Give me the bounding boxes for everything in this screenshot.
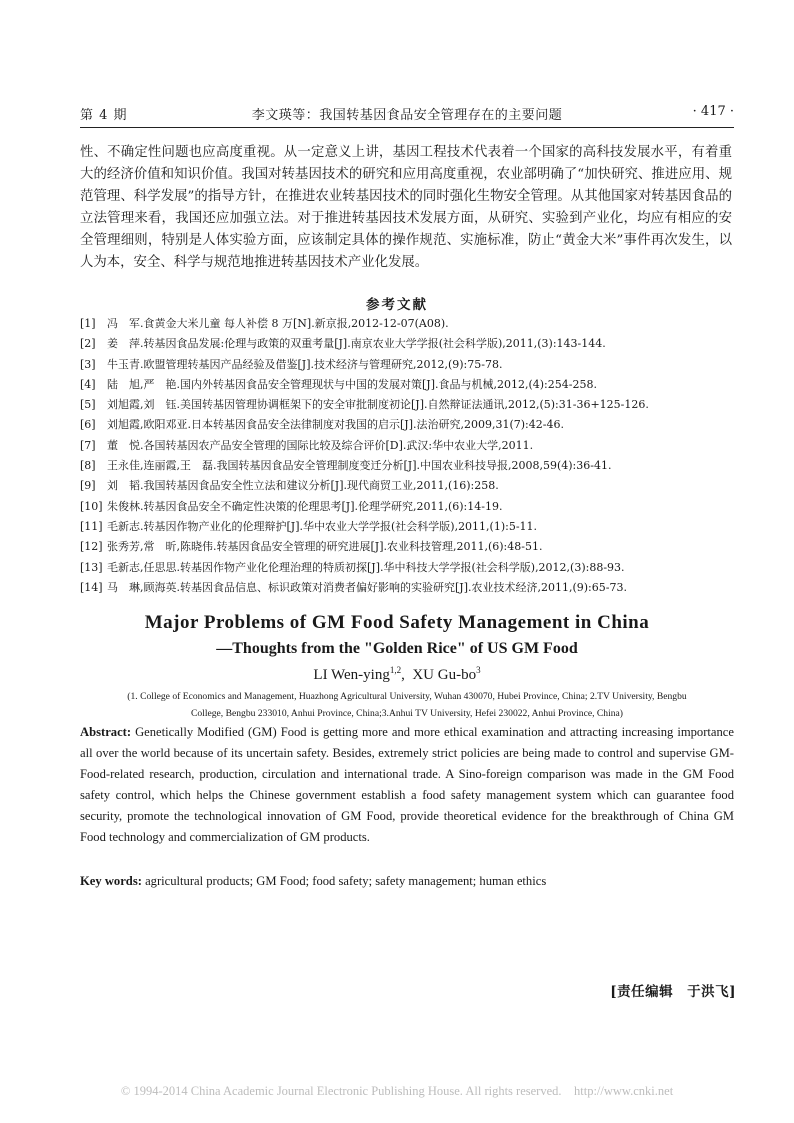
english-affiliations <box>120 688 694 722</box>
author-name: XU Gu-bo <box>412 667 477 683</box>
reference-text: 王永佳,连丽霞,王 磊.我国转基因食品安全管理制度变迁分析[J].中国农业科技导报,2008,59(4):36-41. <box>107 459 612 473</box>
responsible-editor: [责任编辑 于洪飞] <box>610 984 736 1000</box>
reference-item <box>80 558 734 578</box>
reference-number: [14] <box>80 580 103 594</box>
running-header <box>80 104 734 124</box>
reference-number: [11] <box>80 519 103 533</box>
keywords-text: agricultural products; GM Food; food safety; safety management; human ethics <box>141 874 547 888</box>
english-subtitle: —Thoughts from the "Golden Rice" of US GM Food <box>216 640 578 657</box>
reference-text: 刘旭霞,刘 钰.美国转基因管理协调框架下的安全审批制度初论[J].自然辩证法通讯,2012,(5):31-36+125-126. <box>107 398 649 412</box>
reference-number: [6] <box>80 418 96 432</box>
english-title: Major Problems of GM Food Safety Management in China <box>144 612 650 633</box>
reference-item <box>80 517 734 537</box>
reference-text: 董 悦.各国转基因农产品安全管理的国际比较及综合评价[D].武汉:华中农业大学,2011. <box>107 438 534 452</box>
page-number: · 417 · <box>692 104 734 119</box>
reference-list <box>80 314 734 598</box>
reference-item <box>80 375 734 395</box>
author-affiliation-mark: 1,2 <box>389 665 402 675</box>
reference-item <box>80 476 734 496</box>
reference-text: 冯 军.食黄金大米儿童 每人补偿 8 万[N].新京报,2012-12-07(A08). <box>107 317 449 330</box>
running-title: 李文瑛等：我国转基因食品安全管理存在的主要问题 <box>251 108 563 123</box>
english-abstract <box>80 722 734 848</box>
author-separator: , <box>401 667 413 683</box>
reference-text: 朱俊林.转基因食品安全不确定性决策的伦理思考[J].伦理学研究,2011,(6):14-19. <box>107 499 503 513</box>
abstract-label: Abstract: <box>80 725 132 739</box>
reference-number: [9] <box>80 479 96 493</box>
reference-number: [7] <box>80 438 96 452</box>
author-name: LI Wen-ying <box>313 667 390 683</box>
reference-item <box>80 415 734 435</box>
reference-text: 牛玉青.欧盟管理转基因产品经验及借鉴[J].技术经济与管理研究,2012,(9):75-78. <box>107 357 503 371</box>
reference-number: [8] <box>80 459 96 473</box>
references-heading: 参考文献 <box>366 297 428 313</box>
reference-number: [5] <box>80 398 96 412</box>
reference-item <box>80 395 734 415</box>
reference-number: [12] <box>80 540 103 554</box>
abstract-text: Genetically Modified (GM) Food is getting more and more ethical examination and attracting increasing importance all over the world because of its uncertain safety. Besides, extremely strict policies are being made to control and supervise GM-Food-related research, production, circulation and international trade. A Sino-foreign comparison was made in the GM Food safety control, which helps the Chinese government establish a food safety management system which can guarantee food security, promote the technological innovation of GM Food, provide theoretical evidence for the breakthrough of China GM Food technology and commercialization of GM products. <box>80 725 734 844</box>
reference-number: [10] <box>80 499 103 513</box>
reference-text: 姜 萍.转基因食品发展:伦理与政策的双重考量[J].南京农业大学学报(社会科学版),2011,(3):143-144. <box>107 337 606 351</box>
body-paragraph: 性、不确定性问题也应高度重视。从一定意义上讲，基因工程技术代表着一个国家的高科技发展水平，有着重大的经济价值和知识价值。我国对转基因技术的研究和应用高度重视，农业部明确了“加快研究、推进应用、规范管理、科学发展”的指导方针，在推进农业转基因技术的同时强化生物安全管理。从其他国家对转基因食品的立法管理来看，我国还应加强立法。对于推进转基因技术发展方面，从研究、实验到产业化，均应有相应的安全管理细则，特别是人体实验方面，应该制定具体的操作规范、实施标准，防止“黄金大米”事件再次发生，以人为本，安全、科学与规范地推进转基因技术产业化发展。 <box>80 145 732 270</box>
reference-item <box>80 537 734 557</box>
reference-item <box>80 578 734 598</box>
reference-item <box>80 334 734 354</box>
reference-text: 刘 韬.我国转基因食品安全性立法和建议分析[J].现代商贸工业,2011,(16):258. <box>107 479 499 493</box>
english-keywords <box>80 874 734 889</box>
reference-number: [1] <box>80 317 96 330</box>
reference-text: 张秀芳,常 昕,陈晓伟.转基因食品安全管理的研究进展[J].农业科技管理,2011,(6):48-51. <box>107 540 543 554</box>
reference-item <box>80 456 734 476</box>
reference-text: 刘旭霞,欧阳邓亚.日本转基因食品安全法律制度对我国的启示[J].法治研究,2009,31(7):42-46. <box>107 418 564 432</box>
reference-number: [3] <box>80 357 96 371</box>
english-authors <box>0 665 794 684</box>
reference-number: [2] <box>80 337 96 351</box>
reference-number: [4] <box>80 377 96 391</box>
reference-number: [13] <box>80 560 103 574</box>
reference-text: 马 琳,顾海英.转基因食品信息、标识政策对消费者偏好影响的实验研究[J].农业技术经济,2011,(9):65-73. <box>107 580 627 594</box>
reference-item <box>80 436 734 456</box>
affiliation-line: College, Bengbu 233010, Anhui Province, China;3.Anhui TV University, Hefei 230022, Anhui Province, China) <box>190 708 624 719</box>
copyright-footer: © 1994-2014 China Academic Journal Electronic Publishing House. All rights reserved. http://www.cnki.net <box>120 1084 674 1098</box>
keywords-label: Key words: <box>80 874 142 888</box>
reference-text: 陆 旭,严 艳.国内外转基因食品安全管理现状与中国的发展对策[J].食品与机械,2012,(4):254-258. <box>107 377 597 391</box>
reference-item <box>80 314 734 334</box>
issue-number: 第 4 期 <box>80 108 128 123</box>
author-affiliation-mark: 3 <box>476 665 481 675</box>
reference-item <box>80 355 734 375</box>
reference-text: 毛新志,任思思.转基因作物产业化伦理治理的特质初探[J].华中科技大学学报(社会科学版),2012,(3):88-93. <box>107 560 625 574</box>
reference-text: 毛新志.转基因作物产业化的伦理辩护[J].华中农业大学学报(社会科学版),2011,(1):5-11. <box>107 519 538 533</box>
affiliation-line: (1. College of Economics and Management, Huazhong Agricultural University, Wuhan 430070, Hubei Province, China; 2.TV University, Bengbu <box>127 691 687 702</box>
reference-item <box>80 497 734 517</box>
header-rule <box>80 127 734 128</box>
